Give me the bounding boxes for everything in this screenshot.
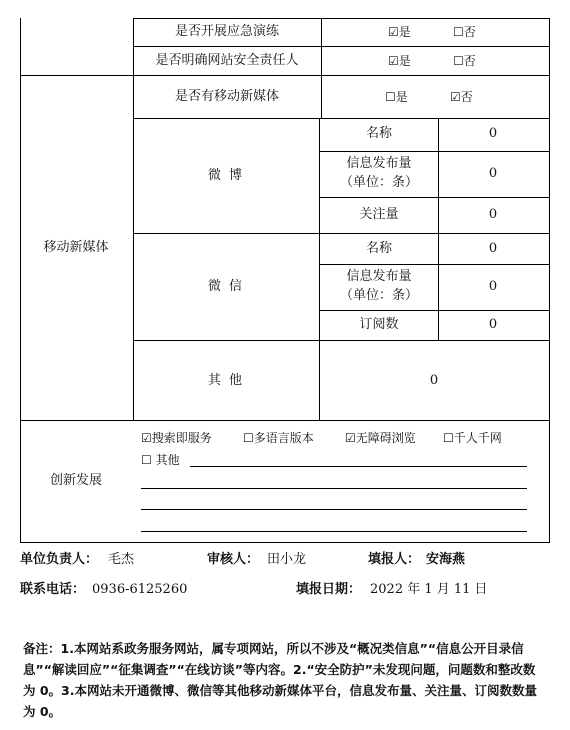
weixin-posts-label: 信息发布量	[346, 269, 412, 284]
option-other[interactable]: ☐ 其他	[141, 453, 180, 467]
owner-yes-checkbox[interactable]: ☑是	[388, 54, 411, 68]
weibo-follow-value: 0	[488, 207, 498, 222]
phone-value: 0936-6125260	[92, 582, 188, 597]
weibo-posts-label: 信息发布量	[346, 156, 412, 171]
other-label: 其 他	[207, 373, 245, 388]
weibo-posts-unit: （单位：条）	[339, 175, 419, 190]
weixin-posts-unit: （单位：条）	[339, 288, 419, 303]
weibo-label: 微 博	[207, 168, 245, 183]
reviewer-value: 田小龙	[267, 552, 307, 567]
phone-label: 联系电话：	[20, 582, 86, 597]
weibo-follow-label: 关注量	[359, 207, 399, 222]
filler-value: 安海燕	[426, 552, 466, 567]
weixin-name-label: 名称	[365, 241, 393, 256]
other-input-line[interactable]	[190, 466, 527, 467]
option-accessibility[interactable]: ☑无障碍浏览	[345, 431, 416, 445]
owner-label: 是否明确网站安全责任人	[155, 53, 299, 68]
date-value: 2022 年 1 月 11 日	[370, 582, 488, 597]
weixin-label: 微 信	[207, 279, 245, 294]
weibo-name-label: 名称	[365, 126, 393, 141]
date-label: 填报日期：	[296, 582, 362, 597]
innovation-label: 创新发展	[49, 473, 103, 488]
mobile-no-checkbox[interactable]: ☑否	[450, 90, 473, 104]
blank-line-1	[141, 488, 527, 489]
drill-no-checkbox[interactable]: ☐否	[453, 25, 476, 39]
option-search-service[interactable]: ☑搜索即服务	[141, 431, 212, 445]
head-label: 单位负责人：	[20, 552, 99, 567]
mobile-section-label: 移动新媒体	[43, 240, 109, 255]
mobile-has-label: 是否有移动新媒体	[174, 89, 280, 104]
weixin-subs-label: 订阅数	[359, 317, 399, 332]
weibo-name-value: 0	[488, 126, 498, 141]
other-value: 0	[429, 373, 439, 388]
weixin-name-value: 0	[488, 241, 498, 256]
weibo-posts-value: 0	[488, 166, 498, 181]
blank-line-3	[141, 531, 527, 532]
remarks-note: 备注：1.本网站系政务服务网站，属专项网站，所以不涉及“概况类信息”“信息公开目录信息”“解读回应”“征集调查”“在线访谈”等内容。2.“安全防护”未发现问题，问题数和整改数为 0。3.本网站未开通微博、微信等其他移动新媒体平台，信息发布量、关注量、订阅数数量为 0。	[23, 641, 537, 719]
owner-no-checkbox[interactable]: ☐否	[453, 54, 476, 68]
drill-label: 是否开展应急演练	[174, 24, 280, 39]
mobile-yes-checkbox[interactable]: ☐是	[385, 90, 408, 104]
option-multilingual[interactable]: ☐多语言版本	[243, 431, 314, 445]
head-value: 毛杰	[108, 552, 135, 567]
reviewer-label: 审核人：	[207, 552, 260, 567]
blank-line-2	[141, 509, 527, 510]
filler-label: 填报人：	[368, 552, 421, 567]
drill-yes-checkbox[interactable]: ☑是	[388, 25, 411, 39]
weixin-subs-value: 0	[488, 317, 498, 332]
option-personalized[interactable]: ☐千人千网	[443, 431, 502, 445]
weixin-posts-value: 0	[488, 279, 498, 294]
